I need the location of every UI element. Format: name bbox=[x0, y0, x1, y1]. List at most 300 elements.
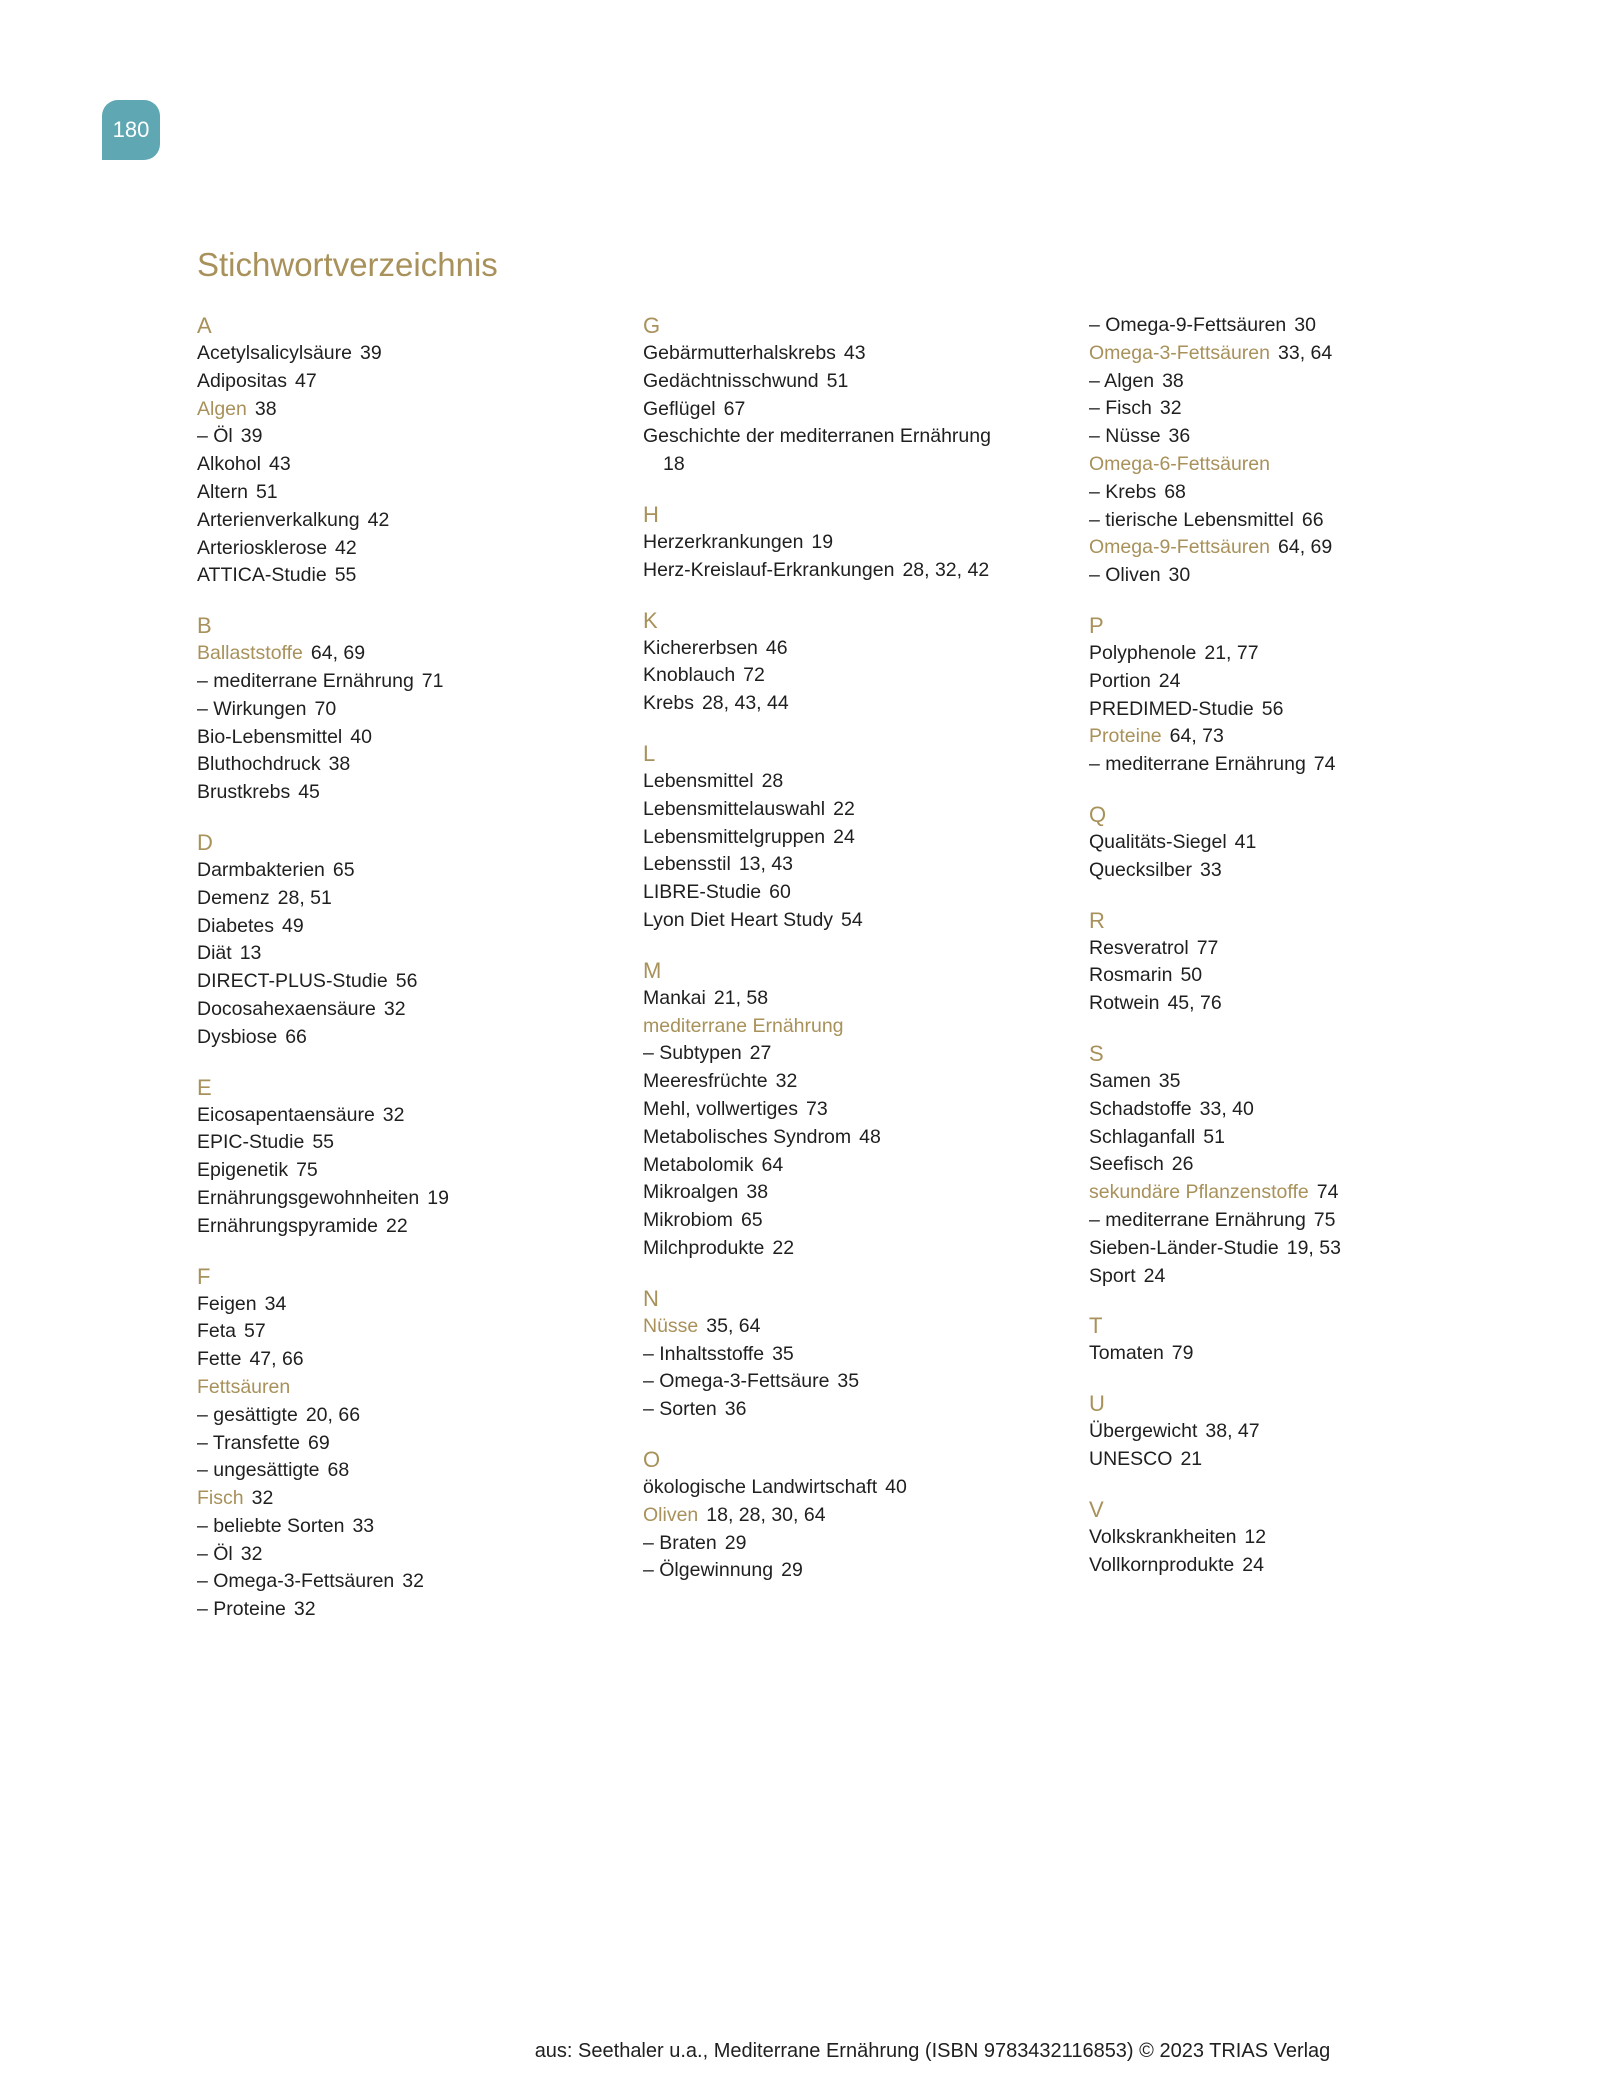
index-page-refs: 64, 69 bbox=[310, 642, 366, 665]
index-term: Altern bbox=[197, 480, 248, 503]
index-page-refs: 64, 69 bbox=[1278, 536, 1333, 559]
index-entry bbox=[643, 1474, 1063, 1502]
index-page-refs: 55 bbox=[312, 1131, 335, 1154]
index-term: Ernährungsgewohnheiten bbox=[197, 1186, 420, 1209]
index-term: mediterrane Ernährung bbox=[643, 1014, 844, 1037]
index-page-refs: 22 bbox=[833, 797, 855, 820]
index-page-refs: 74 bbox=[1316, 1181, 1339, 1204]
index-entry bbox=[1089, 696, 1509, 724]
index-term: Herzerkrankungen bbox=[643, 530, 804, 553]
index-entry bbox=[197, 535, 617, 563]
index-term: Feigen bbox=[197, 1292, 257, 1315]
index-entry bbox=[197, 885, 617, 913]
index-term: – Öl bbox=[197, 1542, 233, 1565]
index-term: Darmbakterien bbox=[197, 858, 325, 881]
index-term: – Inhaltsstoffe bbox=[643, 1342, 765, 1365]
index-term: Meeresfrüchte bbox=[643, 1070, 768, 1093]
index-term: – Proteine bbox=[197, 1598, 286, 1621]
index-page-refs: 75 bbox=[296, 1159, 318, 1182]
index-section bbox=[197, 612, 617, 807]
index-term: UNESCO bbox=[1089, 1447, 1173, 1470]
index-term: Omega-3-Fettsäuren bbox=[1089, 341, 1270, 364]
index-entry bbox=[1089, 534, 1509, 562]
section-letter: R bbox=[1089, 907, 1105, 933]
index-term: – Braten bbox=[643, 1531, 717, 1554]
index-entry bbox=[1089, 1124, 1509, 1152]
index-page-refs: 64 bbox=[761, 1153, 784, 1176]
index-entry bbox=[197, 724, 617, 752]
index-entry bbox=[1089, 1552, 1509, 1580]
index-section bbox=[643, 607, 1063, 718]
index-term: ATTICA-Studie bbox=[197, 564, 327, 587]
index-term: Gebärmutterhalskrebs bbox=[643, 342, 836, 364]
index-entry bbox=[1089, 1524, 1509, 1552]
index-page-refs: 24 bbox=[1143, 1264, 1166, 1287]
index-page-refs: 32 bbox=[775, 1070, 798, 1093]
index-term: Fisch bbox=[197, 1487, 244, 1510]
index-entry bbox=[643, 662, 1063, 690]
index-entry bbox=[1089, 935, 1509, 963]
index-page-refs: 13, 43 bbox=[738, 853, 794, 876]
index-term: Ballaststoffe bbox=[197, 642, 303, 665]
index-term: Diät bbox=[197, 942, 232, 965]
index-page-refs: 24 bbox=[1158, 669, 1181, 692]
section-letter: Q bbox=[1089, 801, 1107, 827]
index-entry bbox=[197, 1430, 617, 1458]
index-page-refs: 21, 77 bbox=[1204, 641, 1259, 664]
index-entry bbox=[197, 451, 617, 479]
index-page-refs: 46 bbox=[765, 636, 788, 659]
index-term: – Nüsse bbox=[1089, 425, 1161, 448]
index-page-refs: 41 bbox=[1234, 830, 1257, 853]
index-entry bbox=[197, 696, 617, 724]
index-entry bbox=[643, 1152, 1063, 1180]
index-page-refs: 68 bbox=[327, 1459, 350, 1482]
index-entry bbox=[197, 1402, 617, 1430]
index-term: Lebensmittel bbox=[643, 769, 754, 792]
index-page-refs: 45, 76 bbox=[1167, 992, 1222, 1015]
index-entry bbox=[197, 1457, 617, 1485]
index-term: Geflügel bbox=[643, 397, 716, 420]
index-page-refs: 66 bbox=[285, 1025, 307, 1048]
index-term: – Wirkungen bbox=[197, 697, 307, 720]
section-letter: A bbox=[197, 313, 212, 338]
index-section bbox=[197, 829, 617, 1052]
index-entry bbox=[643, 824, 1063, 852]
index-entry bbox=[1089, 1263, 1509, 1291]
index-page-refs: 54 bbox=[841, 908, 863, 931]
index-entry bbox=[643, 851, 1063, 879]
index-term: ökologische Landwirtschaft bbox=[643, 1475, 878, 1498]
index-term: Mankai bbox=[643, 986, 706, 1009]
index-page-refs: 60 bbox=[769, 881, 791, 904]
index-page-refs: 68 bbox=[1164, 480, 1186, 503]
index-term: Portion bbox=[1089, 669, 1151, 692]
section-letter: S bbox=[1089, 1040, 1104, 1066]
index-term: EPIC-Studie bbox=[197, 1131, 305, 1154]
index-term: – beliebte Sorten bbox=[197, 1514, 345, 1537]
index-page-refs: 19 bbox=[811, 530, 834, 553]
index-term: – Algen bbox=[1089, 369, 1155, 392]
index-page-refs: 33, 40 bbox=[1199, 1097, 1254, 1120]
index-page-refs: 13 bbox=[239, 942, 262, 965]
index-page-refs: 57 bbox=[244, 1320, 266, 1343]
section-letter: E bbox=[197, 1074, 212, 1100]
index-page-refs: 24 bbox=[833, 825, 855, 848]
index-section bbox=[643, 1285, 1063, 1424]
index-entry bbox=[197, 1318, 617, 1346]
index-term: Rotwein bbox=[1089, 992, 1160, 1015]
index-term: Arteriosklerose bbox=[197, 536, 328, 559]
index-term: Alkohol bbox=[197, 453, 261, 476]
index-page-refs: 32 bbox=[1159, 397, 1182, 420]
index-entry bbox=[643, 1396, 1063, 1424]
index-entry bbox=[1089, 479, 1509, 507]
index-entry bbox=[197, 751, 617, 779]
index-entry bbox=[643, 1557, 1063, 1585]
index-page-refs: 49 bbox=[281, 914, 304, 937]
index-entry bbox=[643, 368, 1063, 396]
section-letter: B bbox=[197, 613, 212, 639]
index-entry bbox=[643, 796, 1063, 824]
index-entry bbox=[197, 1213, 617, 1241]
index-entry bbox=[1089, 1446, 1509, 1474]
index-term: Diabetes bbox=[197, 914, 274, 937]
index-entry bbox=[643, 768, 1063, 796]
index-entry bbox=[1089, 507, 1509, 535]
index-entry bbox=[1089, 829, 1509, 857]
index-page-refs: 79 bbox=[1171, 1342, 1194, 1365]
index-page-refs: 20, 66 bbox=[305, 1403, 361, 1426]
index-entry bbox=[1089, 423, 1509, 451]
index-term: Quecksilber bbox=[1089, 858, 1192, 881]
index-page-refs: 33 bbox=[352, 1514, 375, 1537]
index-entry bbox=[1089, 312, 1509, 340]
index-column-1 bbox=[197, 312, 617, 1646]
index-page-refs: 32 bbox=[382, 1103, 405, 1126]
index-term: – Fisch bbox=[1089, 397, 1152, 420]
index-term: Lyon Diet Heart Study bbox=[643, 908, 834, 931]
index-term: sekundäre Pflanzenstoffe bbox=[1089, 1181, 1309, 1204]
index-term: Fettsäuren bbox=[197, 1375, 291, 1398]
index-term: – Transfette bbox=[197, 1431, 300, 1454]
index-section bbox=[1089, 907, 1509, 1018]
index-page-refs: 12 bbox=[1244, 1525, 1267, 1548]
page-number-badge: 180 bbox=[102, 100, 160, 160]
index-entry bbox=[197, 562, 617, 590]
index-page-refs: 27 bbox=[749, 1042, 772, 1065]
index-term: Eicosapentaensäure bbox=[197, 1103, 375, 1126]
index-term: Rosmarin bbox=[1089, 964, 1173, 987]
index-page-refs: 38 bbox=[328, 753, 351, 776]
index-entry bbox=[197, 779, 617, 807]
index-entry bbox=[197, 1157, 617, 1185]
index-entry bbox=[643, 1096, 1063, 1124]
index-entry bbox=[1089, 340, 1509, 368]
index-entry bbox=[643, 907, 1063, 935]
index-page-refs: 55 bbox=[334, 564, 357, 587]
index-term: – Omega-9-Fettsäuren bbox=[1089, 314, 1287, 336]
index-page-refs: 42 bbox=[335, 536, 357, 559]
index-term: Gedächtnisschwund bbox=[643, 369, 819, 392]
index-term: – tierische Lebensmittel bbox=[1089, 508, 1294, 531]
index-page-refs: 35 bbox=[772, 1342, 794, 1365]
index-term: DIRECT-PLUS-Studie bbox=[197, 970, 388, 993]
index-section bbox=[643, 1446, 1063, 1585]
index-column-2 bbox=[643, 312, 1063, 1607]
section-letter: H bbox=[643, 501, 659, 527]
section-letter: N bbox=[643, 1285, 659, 1311]
index-entry bbox=[643, 1368, 1063, 1396]
index-term: – gesättigte bbox=[197, 1403, 298, 1426]
index-entry bbox=[1089, 368, 1509, 396]
index-page-refs: 38, 47 bbox=[1205, 1420, 1260, 1443]
index-term: Feta bbox=[197, 1320, 237, 1343]
index-page-refs: 18, 28, 30, 64 bbox=[706, 1503, 826, 1526]
index-page-refs: 26 bbox=[1171, 1153, 1194, 1176]
index-term: Omega-6-Fettsäuren bbox=[1089, 452, 1270, 475]
index-entry bbox=[643, 1235, 1063, 1263]
index-entry bbox=[643, 1530, 1063, 1558]
index-term: – Krebs bbox=[1089, 480, 1157, 503]
index-entry bbox=[197, 940, 617, 968]
index-entry bbox=[197, 396, 617, 424]
index-term: Seefisch bbox=[1089, 1153, 1164, 1176]
index-section bbox=[1089, 801, 1509, 885]
index-page-refs: 35 bbox=[837, 1370, 860, 1393]
index-entry bbox=[643, 557, 1063, 585]
index-entry bbox=[643, 635, 1063, 663]
index-entry bbox=[197, 507, 617, 535]
index-page-refs: 24 bbox=[1242, 1553, 1264, 1576]
index-entry bbox=[643, 1207, 1063, 1235]
index-page-refs: 69 bbox=[307, 1431, 330, 1454]
index-page-refs: 39 bbox=[359, 342, 382, 364]
index-page-refs: 40 bbox=[350, 725, 372, 748]
index-term: Geschichte der mediterranen Ernährung bbox=[643, 425, 991, 448]
index-entry bbox=[197, 423, 617, 451]
index-term: Metabolisches Syndrom bbox=[643, 1125, 852, 1148]
index-term: Demenz bbox=[197, 886, 270, 909]
index-entry bbox=[1089, 1207, 1509, 1235]
index-term: Schlaganfall bbox=[1089, 1125, 1196, 1148]
index-entry bbox=[197, 857, 617, 885]
index-page-refs: 19, 53 bbox=[1286, 1236, 1341, 1259]
index-term: Nüsse bbox=[643, 1314, 699, 1337]
index-section bbox=[1089, 612, 1509, 779]
index-column-3 bbox=[1089, 312, 1509, 1601]
index-page-refs: 32 bbox=[402, 1570, 424, 1593]
index-page-refs: 36 bbox=[1168, 425, 1191, 448]
index-term: Schadstoffe bbox=[1089, 1097, 1192, 1120]
index-term: – Sorten bbox=[643, 1398, 717, 1421]
index-entry bbox=[197, 368, 617, 396]
index-entry bbox=[1089, 1179, 1509, 1207]
index-term: Polyphenole bbox=[1089, 641, 1197, 664]
index-page-refs: 51 bbox=[1203, 1125, 1225, 1148]
index-term: – Omega-3-Fettsäuren bbox=[197, 1570, 395, 1593]
index-entry bbox=[197, 1185, 617, 1213]
index-entry bbox=[643, 1040, 1063, 1068]
index-term: Resveratrol bbox=[1089, 936, 1189, 959]
index-term: Knoblauch bbox=[643, 664, 736, 687]
index-entry bbox=[1089, 1235, 1509, 1263]
index-page-refs: 47, 66 bbox=[249, 1348, 304, 1371]
index-entry bbox=[1089, 723, 1509, 751]
index-page-refs: 38 bbox=[746, 1181, 769, 1204]
index-entry bbox=[643, 1502, 1063, 1530]
index-page-refs: 21, 58 bbox=[713, 986, 769, 1009]
index-term: Omega-9-Fettsäuren bbox=[1089, 536, 1270, 559]
index-page-refs: 18 bbox=[663, 453, 685, 476]
index-section bbox=[1089, 1040, 1509, 1290]
index-entry bbox=[197, 1346, 617, 1374]
index-term: – Öl bbox=[197, 425, 233, 448]
index-term: Lebensmittelgruppen bbox=[643, 825, 826, 848]
index-entry bbox=[643, 985, 1063, 1013]
index-term: Ernährungspyramide bbox=[197, 1214, 379, 1237]
index-section bbox=[197, 1263, 617, 1625]
index-entry bbox=[1089, 751, 1509, 779]
index-term: LIBRE-Studie bbox=[643, 881, 762, 904]
index-term: Sport bbox=[1089, 1264, 1136, 1287]
index-term: Oliven bbox=[643, 1503, 699, 1526]
index-section bbox=[197, 1074, 617, 1241]
section-letter: P bbox=[1089, 612, 1104, 638]
index-entry bbox=[197, 1129, 617, 1157]
index-term: Arterienverkalkung bbox=[197, 508, 360, 531]
index-entry bbox=[1089, 640, 1509, 668]
index-term: Adipositas bbox=[197, 369, 287, 392]
index-section bbox=[1089, 1390, 1509, 1474]
index-entry bbox=[197, 1568, 617, 1596]
index-section bbox=[197, 312, 617, 590]
index-page-refs: 29 bbox=[724, 1531, 747, 1554]
section-letter: K bbox=[643, 607, 658, 633]
index-section bbox=[643, 740, 1063, 935]
index-term: – mediterrane Ernährung bbox=[1089, 753, 1306, 776]
index-term: Docosahexaensäure bbox=[197, 997, 376, 1020]
index-term: Sieben-Länder-Studie bbox=[1089, 1236, 1279, 1259]
index-term: – mediterrane Ernährung bbox=[1089, 1208, 1306, 1231]
index-page-refs: 56 bbox=[1261, 697, 1284, 720]
index-term: – ungesättigte bbox=[197, 1459, 320, 1482]
index-page-refs: 42 bbox=[367, 508, 390, 531]
index-term: Brustkrebs bbox=[197, 781, 291, 804]
index-term: Metabolomik bbox=[643, 1153, 754, 1176]
index-term: – Oliven bbox=[1089, 564, 1161, 587]
section-letter: L bbox=[643, 740, 656, 766]
index-page-refs: 65 bbox=[332, 858, 355, 881]
page-title: Stichwortverzeichnis bbox=[197, 246, 498, 283]
index-entry bbox=[197, 1596, 617, 1624]
index-term: Mikroalgen bbox=[643, 1181, 739, 1204]
index-page-refs: 38 bbox=[254, 397, 277, 420]
index-entry bbox=[197, 1024, 617, 1052]
index-entry bbox=[643, 879, 1063, 907]
index-page-refs: 32 bbox=[383, 997, 406, 1020]
index-page-refs: 51 bbox=[255, 480, 278, 503]
index-page-refs: 35, 64 bbox=[706, 1314, 761, 1337]
index-term: Bluthochdruck bbox=[197, 753, 321, 776]
index-term: Mikrobiom bbox=[643, 1209, 733, 1232]
index-entry bbox=[1089, 1068, 1509, 1096]
index-term: Herz-Kreislauf-Erkrankungen bbox=[643, 558, 895, 581]
index-page-refs: 32 bbox=[240, 1542, 263, 1565]
index-term: Algen bbox=[197, 397, 247, 420]
index-entry bbox=[643, 423, 1033, 479]
index-page-refs: 40 bbox=[885, 1475, 907, 1498]
index-page-refs: 28 bbox=[761, 769, 784, 792]
index-term: Samen bbox=[1089, 1069, 1151, 1092]
index-entry bbox=[197, 1541, 617, 1569]
index-page-refs: 29 bbox=[781, 1559, 803, 1582]
section-letter: U bbox=[1089, 1391, 1105, 1417]
index-entry bbox=[643, 1341, 1063, 1369]
index-entry bbox=[197, 479, 617, 507]
index-page-refs: 70 bbox=[314, 697, 337, 720]
index-term: – Omega-3-Fettsäure bbox=[643, 1370, 830, 1393]
index-entry bbox=[1089, 1418, 1509, 1446]
index-term: Mehl, vollwertiges bbox=[643, 1097, 798, 1120]
index-entry bbox=[643, 396, 1063, 424]
index-entry bbox=[1089, 668, 1509, 696]
index-section bbox=[643, 957, 1063, 1263]
index-page-refs: 19 bbox=[427, 1186, 449, 1209]
index-page-refs: 30 bbox=[1168, 564, 1191, 587]
section-letter: D bbox=[197, 829, 213, 855]
index-entry bbox=[643, 1179, 1063, 1207]
index-term: Übergewicht bbox=[1089, 1420, 1198, 1443]
index-page-refs: 33, 64 bbox=[1278, 341, 1333, 364]
index-entry bbox=[197, 1513, 617, 1541]
index-page-refs: 32 bbox=[293, 1598, 316, 1621]
index-entry bbox=[197, 1291, 617, 1319]
index-term: Kichererbsen bbox=[643, 636, 758, 659]
index-page-refs: 36 bbox=[724, 1398, 747, 1421]
index-section bbox=[1089, 312, 1509, 590]
index-section bbox=[1089, 1312, 1509, 1368]
index-page-refs: 21 bbox=[1180, 1447, 1203, 1470]
index-term: Qualitäts-Siegel bbox=[1089, 830, 1227, 853]
index-entry bbox=[1089, 990, 1509, 1018]
index-page-refs: 71 bbox=[421, 669, 444, 692]
index-term: Milchprodukte bbox=[643, 1236, 765, 1259]
index-entry bbox=[1089, 1340, 1509, 1368]
index-entry bbox=[1089, 395, 1509, 423]
index-term: Proteine bbox=[1089, 725, 1162, 748]
index-section bbox=[643, 501, 1063, 585]
index-page-refs: 28, 51 bbox=[277, 886, 332, 909]
index-entry bbox=[197, 913, 617, 941]
index-term: – Subtypen bbox=[643, 1042, 742, 1065]
index-page-refs: 66 bbox=[1301, 508, 1324, 531]
index-page-refs: 22 bbox=[772, 1236, 795, 1259]
index-page-refs: 67 bbox=[723, 397, 746, 420]
section-letter: T bbox=[1089, 1313, 1103, 1339]
index-entry bbox=[1089, 1096, 1509, 1124]
index-entry bbox=[643, 1013, 1063, 1041]
index-page-refs: 33 bbox=[1199, 858, 1222, 881]
index-entry bbox=[197, 340, 617, 368]
index-page-refs: 75 bbox=[1313, 1208, 1336, 1231]
section-letter: F bbox=[197, 1263, 211, 1289]
index-page-refs: 30 bbox=[1294, 314, 1316, 336]
index-term: Fette bbox=[197, 1348, 242, 1371]
index-page-refs: 50 bbox=[1180, 964, 1203, 987]
index-entry bbox=[1089, 562, 1509, 590]
index-term: Lebensstil bbox=[643, 853, 731, 876]
